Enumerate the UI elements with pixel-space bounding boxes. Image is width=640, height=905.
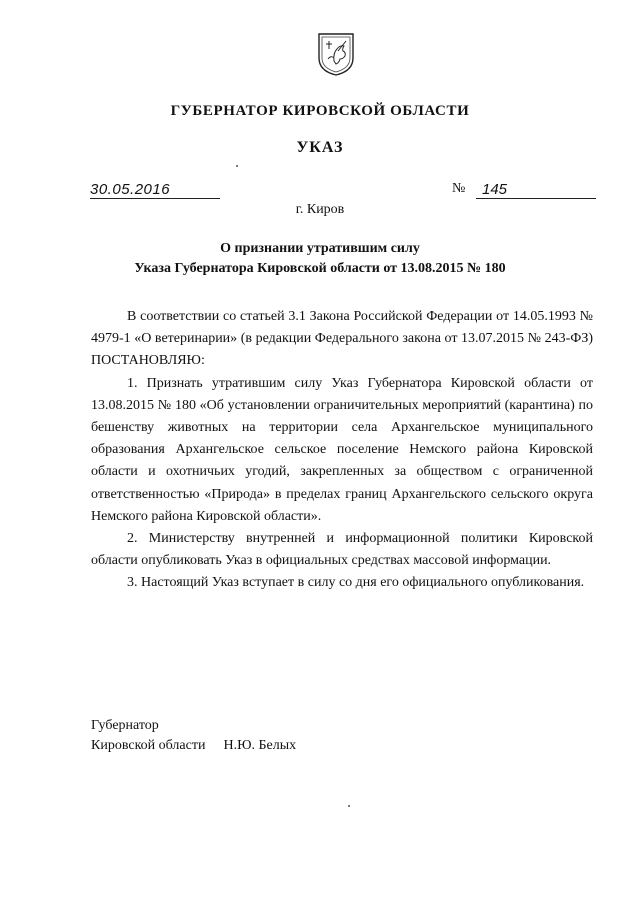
scan-speck <box>348 805 350 807</box>
number-field <box>476 180 596 199</box>
signer-title-row <box>91 736 296 756</box>
number-sign: № <box>452 181 466 196</box>
signer-name: Н.Ю. Белых <box>223 738 297 753</box>
document-body <box>91 306 593 595</box>
city-label: г. Киров <box>295 202 345 217</box>
scan-speck <box>236 165 238 167</box>
signer-title-line-1: Губернатор <box>91 718 159 733</box>
signer-title-line-2: Кировской области <box>91 738 206 753</box>
item-1-paragraph: 1. Признать утратившим силу Указ Губернатора Кировской области от 13.08.2015 № 180 «Об установлении ограничительных мероприятий (карантина) по бешенству животных на территории села Архангельское муниципального образования Архангельское сельское поселение Немского района Кировской области и охотничьих угодий, закрепленных за обществом с ограниченной ответственностью «Природа» в пределах границ Архангельского сельского округа Немского района Кировской области». <box>91 375 593 524</box>
issuing-authority: ГУБЕРНАТОР КИРОВСКОЙ ОБЛАСТИ <box>170 103 470 119</box>
document-date: 30.05.2016 <box>90 181 171 198</box>
date-field <box>90 180 220 199</box>
subject-line-2: Указа Губернатора Кировской области от 13.08.2015 № 180 <box>134 261 506 276</box>
preamble-paragraph: В соответствии со статьей 3.1 Закона Российской Федерации от 14.05.1993 № 4979-1 «О ветеринарии» (в редакции Федерального закона от 13.07.2015 № 243-ФЗ) ПОСТАНОВЛЯЮ: <box>91 309 593 369</box>
signature-block <box>91 716 296 756</box>
document-type: УКАЗ <box>296 139 344 156</box>
document-subject <box>0 239 640 279</box>
item-2-paragraph: 2. Министерству внутренней и информационной политики Кировской области опубликовать Указ в официальных средствах массовой информации. <box>91 531 593 569</box>
subject-line-1: О признании утратившим силу <box>220 241 420 256</box>
kirov-coat-of-arms-icon <box>316 31 356 77</box>
item-3-paragraph: 3. Настоящий Указ вступает в силу со дня его официального опубликования. <box>127 575 585 591</box>
document-number: 145 <box>482 181 508 198</box>
